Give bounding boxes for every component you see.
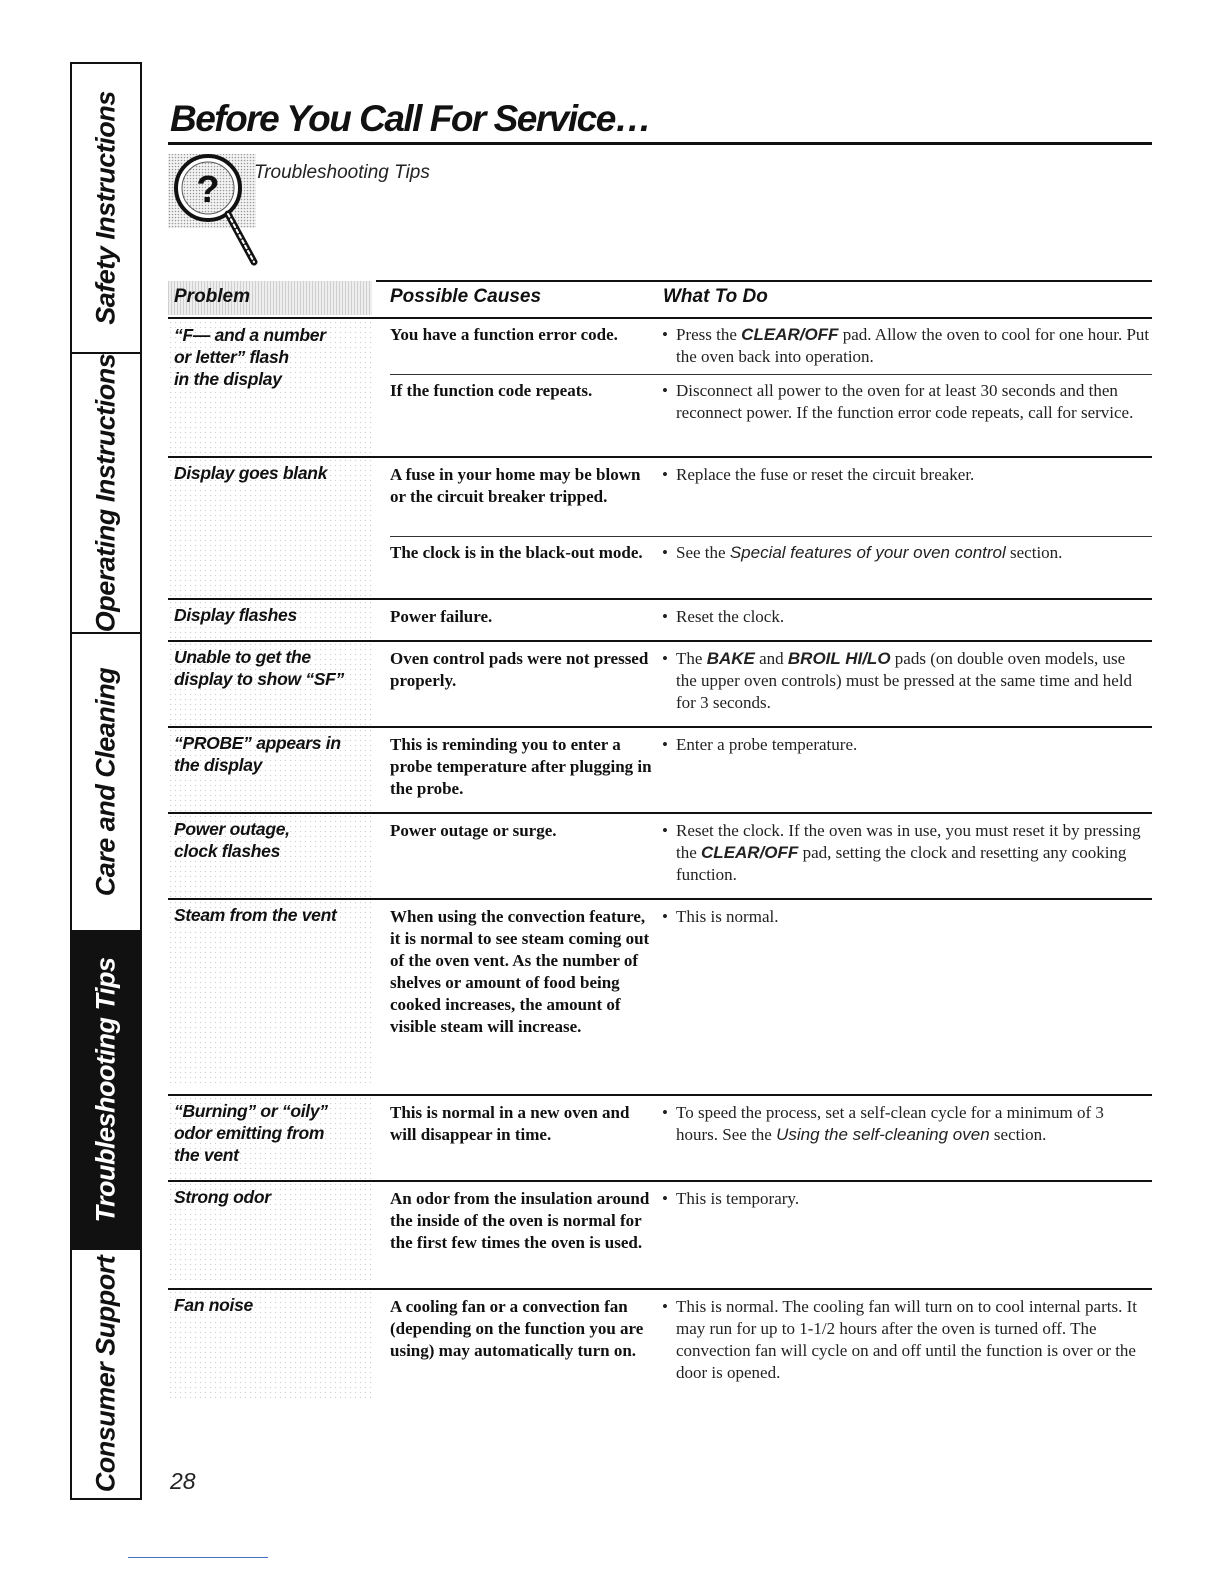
column-header-possible-causes: Possible Causes bbox=[390, 286, 542, 307]
svg-text:?: ? bbox=[196, 169, 220, 211]
instruction-text: Press the bbox=[676, 325, 742, 344]
instruction-text: pads (on double oven models, use the upper oven controls) must be pressed at the same time and held for 3 seconds. bbox=[676, 649, 1133, 712]
table-row bbox=[168, 456, 1152, 598]
instruction-text: This is temporary. bbox=[676, 1189, 800, 1208]
footer-rule bbox=[128, 1557, 268, 1558]
instruction-text: Replace the fuse or reset the circuit breaker. bbox=[676, 465, 975, 484]
bullet-icon: • bbox=[662, 543, 668, 562]
what-to-do bbox=[662, 820, 1150, 886]
tab-troubleshooting-tips[interactable] bbox=[72, 932, 140, 1250]
what-to-do-text bbox=[662, 648, 1150, 714]
possible-cause: Power failure. bbox=[390, 607, 493, 626]
section-tab-bar bbox=[70, 62, 142, 1500]
problem-cell bbox=[168, 1096, 372, 1180]
control-pad-name: CLEAR/OFF bbox=[701, 843, 799, 862]
problem-label: “F— and a number or letter” flash in the display bbox=[174, 325, 326, 389]
problem-cell bbox=[168, 900, 372, 1086]
instruction-text: The bbox=[676, 649, 707, 668]
possible-cause: When using the convection feature, it is normal to see steam coming out of the oven vent. As the number of shelves or amount of food being cooked increases, the amount of visible steam will increase. bbox=[390, 907, 650, 1036]
what-to-do bbox=[662, 734, 1150, 756]
what-to-do bbox=[662, 1296, 1150, 1384]
possible-cause: An odor from the insulation around the inside of the oven is normal for the first few times the oven is used. bbox=[390, 1189, 650, 1252]
table-row bbox=[168, 1180, 1152, 1288]
problem-label: “PROBE” appears in the display bbox=[174, 733, 341, 775]
table-row bbox=[168, 898, 1152, 1094]
what-to-do bbox=[662, 1188, 1150, 1210]
problem-cell bbox=[168, 814, 372, 898]
possible-cause: You have a function error code. bbox=[390, 325, 618, 344]
question-magnifier-icon bbox=[162, 150, 262, 275]
table-row bbox=[168, 318, 1152, 456]
what-to-do bbox=[662, 906, 1150, 928]
bullet-icon: • bbox=[662, 1103, 668, 1122]
what-to-do-text bbox=[662, 464, 1150, 486]
tab-label: Operating Instructions bbox=[90, 353, 121, 633]
what-to-do-text bbox=[662, 734, 1150, 756]
possible-cause: The clock is in the black-out mode. bbox=[390, 543, 643, 562]
bullet-icon: • bbox=[662, 907, 668, 926]
what-to-do-text bbox=[662, 542, 1150, 564]
what-to-do bbox=[662, 380, 1150, 424]
control-pad-name: CLEAR/OFF bbox=[741, 325, 839, 344]
sub-divider bbox=[390, 374, 1152, 375]
instruction-text: pad. Allow the oven to cool for one hour. Put the oven back into operation. bbox=[676, 325, 1150, 366]
instruction-text: Disconnect all power to the oven for at least 30 seconds and then reconnect power. If the function error code repeats, call for service. bbox=[676, 381, 1134, 422]
what-to-do-text bbox=[662, 606, 1150, 628]
instruction-text: section. bbox=[989, 1125, 1047, 1144]
problem-label: Steam from the vent bbox=[174, 905, 337, 925]
instruction-text: Reset the clock. bbox=[676, 607, 785, 626]
possible-cause: A cooling fan or a convection fan (depending on the function you are using) may automatically turn on. bbox=[390, 1297, 644, 1360]
instruction-text: See the bbox=[676, 543, 730, 562]
section-reference: Special features of your oven control bbox=[729, 543, 1006, 562]
page-number: 28 bbox=[170, 1468, 196, 1494]
problem-cell bbox=[168, 642, 372, 726]
tab-label: Safety Instructions bbox=[90, 91, 121, 325]
problem-cell bbox=[168, 600, 372, 640]
what-to-do-text bbox=[662, 1188, 1150, 1210]
instruction-text: pad, setting the clock and resetting any cooking function. bbox=[676, 843, 1127, 884]
problem-label: Power outage, clock flashes bbox=[174, 819, 290, 861]
table-row bbox=[168, 1094, 1152, 1180]
column-header-problem: Problem bbox=[174, 286, 251, 307]
bullet-icon: • bbox=[662, 649, 668, 668]
possible-cause: Power outage or surge. bbox=[390, 821, 557, 840]
what-to-do-text bbox=[662, 324, 1150, 368]
table-row bbox=[168, 598, 1152, 640]
what-to-do bbox=[662, 1102, 1150, 1146]
problem-cell bbox=[168, 728, 372, 812]
section-label: Troubleshooting Tips bbox=[254, 162, 430, 183]
problem-cell bbox=[168, 1182, 372, 1280]
bullet-icon: • bbox=[662, 821, 668, 840]
tab-consumer-support[interactable] bbox=[72, 1250, 140, 1498]
tab-safety-instructions[interactable] bbox=[72, 64, 140, 354]
instruction-text: section. bbox=[1005, 543, 1063, 562]
bullet-icon: • bbox=[662, 381, 668, 400]
what-to-do bbox=[662, 648, 1150, 714]
table-row bbox=[168, 726, 1152, 812]
problem-cell bbox=[168, 320, 372, 456]
title-divider bbox=[168, 142, 1152, 145]
what-to-do-text bbox=[662, 380, 1150, 424]
page-title: Before You Call For Service… bbox=[170, 98, 651, 139]
problem-cell bbox=[168, 458, 372, 598]
what-to-do-text bbox=[662, 1296, 1150, 1384]
problem-label: Unable to get the display to show “SF” bbox=[174, 647, 344, 689]
what-to-do bbox=[662, 324, 1150, 368]
column-header-what-to-do: What To Do bbox=[663, 286, 768, 307]
tab-operating-instructions[interactable] bbox=[72, 354, 140, 634]
tab-label: Consumer Support bbox=[90, 1255, 121, 1493]
problem-label: Display goes blank bbox=[174, 463, 328, 483]
problem-label: Fan noise bbox=[174, 1295, 253, 1315]
control-pad-name: BROIL HI/LO bbox=[787, 649, 891, 668]
bullet-icon: • bbox=[662, 1189, 668, 1208]
control-pad-name: BAKE bbox=[706, 649, 755, 668]
instruction-text: Reset the clock. If the oven was in use, you must reset it by pressing the bbox=[676, 821, 1141, 862]
section-reference: Using the self-cleaning oven bbox=[776, 1125, 990, 1144]
what-to-do bbox=[662, 464, 1150, 486]
table-row bbox=[168, 812, 1152, 898]
column-header-rule bbox=[376, 280, 1152, 282]
instruction-text: This is normal. bbox=[676, 907, 779, 926]
tab-label: Troubleshooting Tips bbox=[90, 957, 121, 1223]
possible-cause: Oven control pads were not pressed properly. bbox=[390, 649, 649, 690]
table-row bbox=[168, 1288, 1152, 1418]
what-to-do bbox=[662, 542, 1150, 564]
bullet-icon: • bbox=[662, 1297, 668, 1316]
problem-label: Strong odor bbox=[174, 1187, 271, 1207]
instruction-text: To speed the process, set a self-clean cycle for a minimum of 3 hours. See the bbox=[676, 1103, 1104, 1144]
table-row bbox=[168, 640, 1152, 726]
sub-divider bbox=[390, 536, 1152, 537]
what-to-do-text bbox=[662, 820, 1150, 886]
possible-cause: If the function code repeats. bbox=[390, 381, 593, 400]
instruction-text: Enter a probe temperature. bbox=[676, 735, 858, 754]
possible-cause: This is reminding you to enter a probe temperature after plugging in the probe. bbox=[390, 735, 652, 798]
what-to-do-text bbox=[662, 906, 1150, 928]
bullet-icon: • bbox=[662, 465, 668, 484]
bullet-icon: • bbox=[662, 325, 668, 344]
problem-label: Display flashes bbox=[174, 605, 297, 625]
bullet-icon: • bbox=[662, 735, 668, 754]
bullet-icon: • bbox=[662, 607, 668, 626]
possible-cause: A fuse in your home may be blown or the circuit breaker tripped. bbox=[390, 465, 641, 506]
problem-cell bbox=[168, 1290, 372, 1402]
problem-label: “Burning” or “oily” odor emitting from the vent bbox=[174, 1101, 328, 1165]
what-to-do bbox=[662, 606, 1150, 628]
instruction-text: This is normal. The cooling fan will turn on to cool internal parts. It may run for up to 1-1/2 hours after the oven is turned off. The convection fan will cycle on and off until the function is over or the door is opened. bbox=[676, 1297, 1137, 1382]
tab-care-and-cleaning[interactable] bbox=[72, 634, 140, 932]
tab-label: Care and Cleaning bbox=[90, 667, 121, 897]
instruction-text: and bbox=[754, 649, 788, 668]
what-to-do-text bbox=[662, 1102, 1150, 1146]
possible-cause: This is normal in a new oven and will disappear in time. bbox=[390, 1103, 630, 1144]
